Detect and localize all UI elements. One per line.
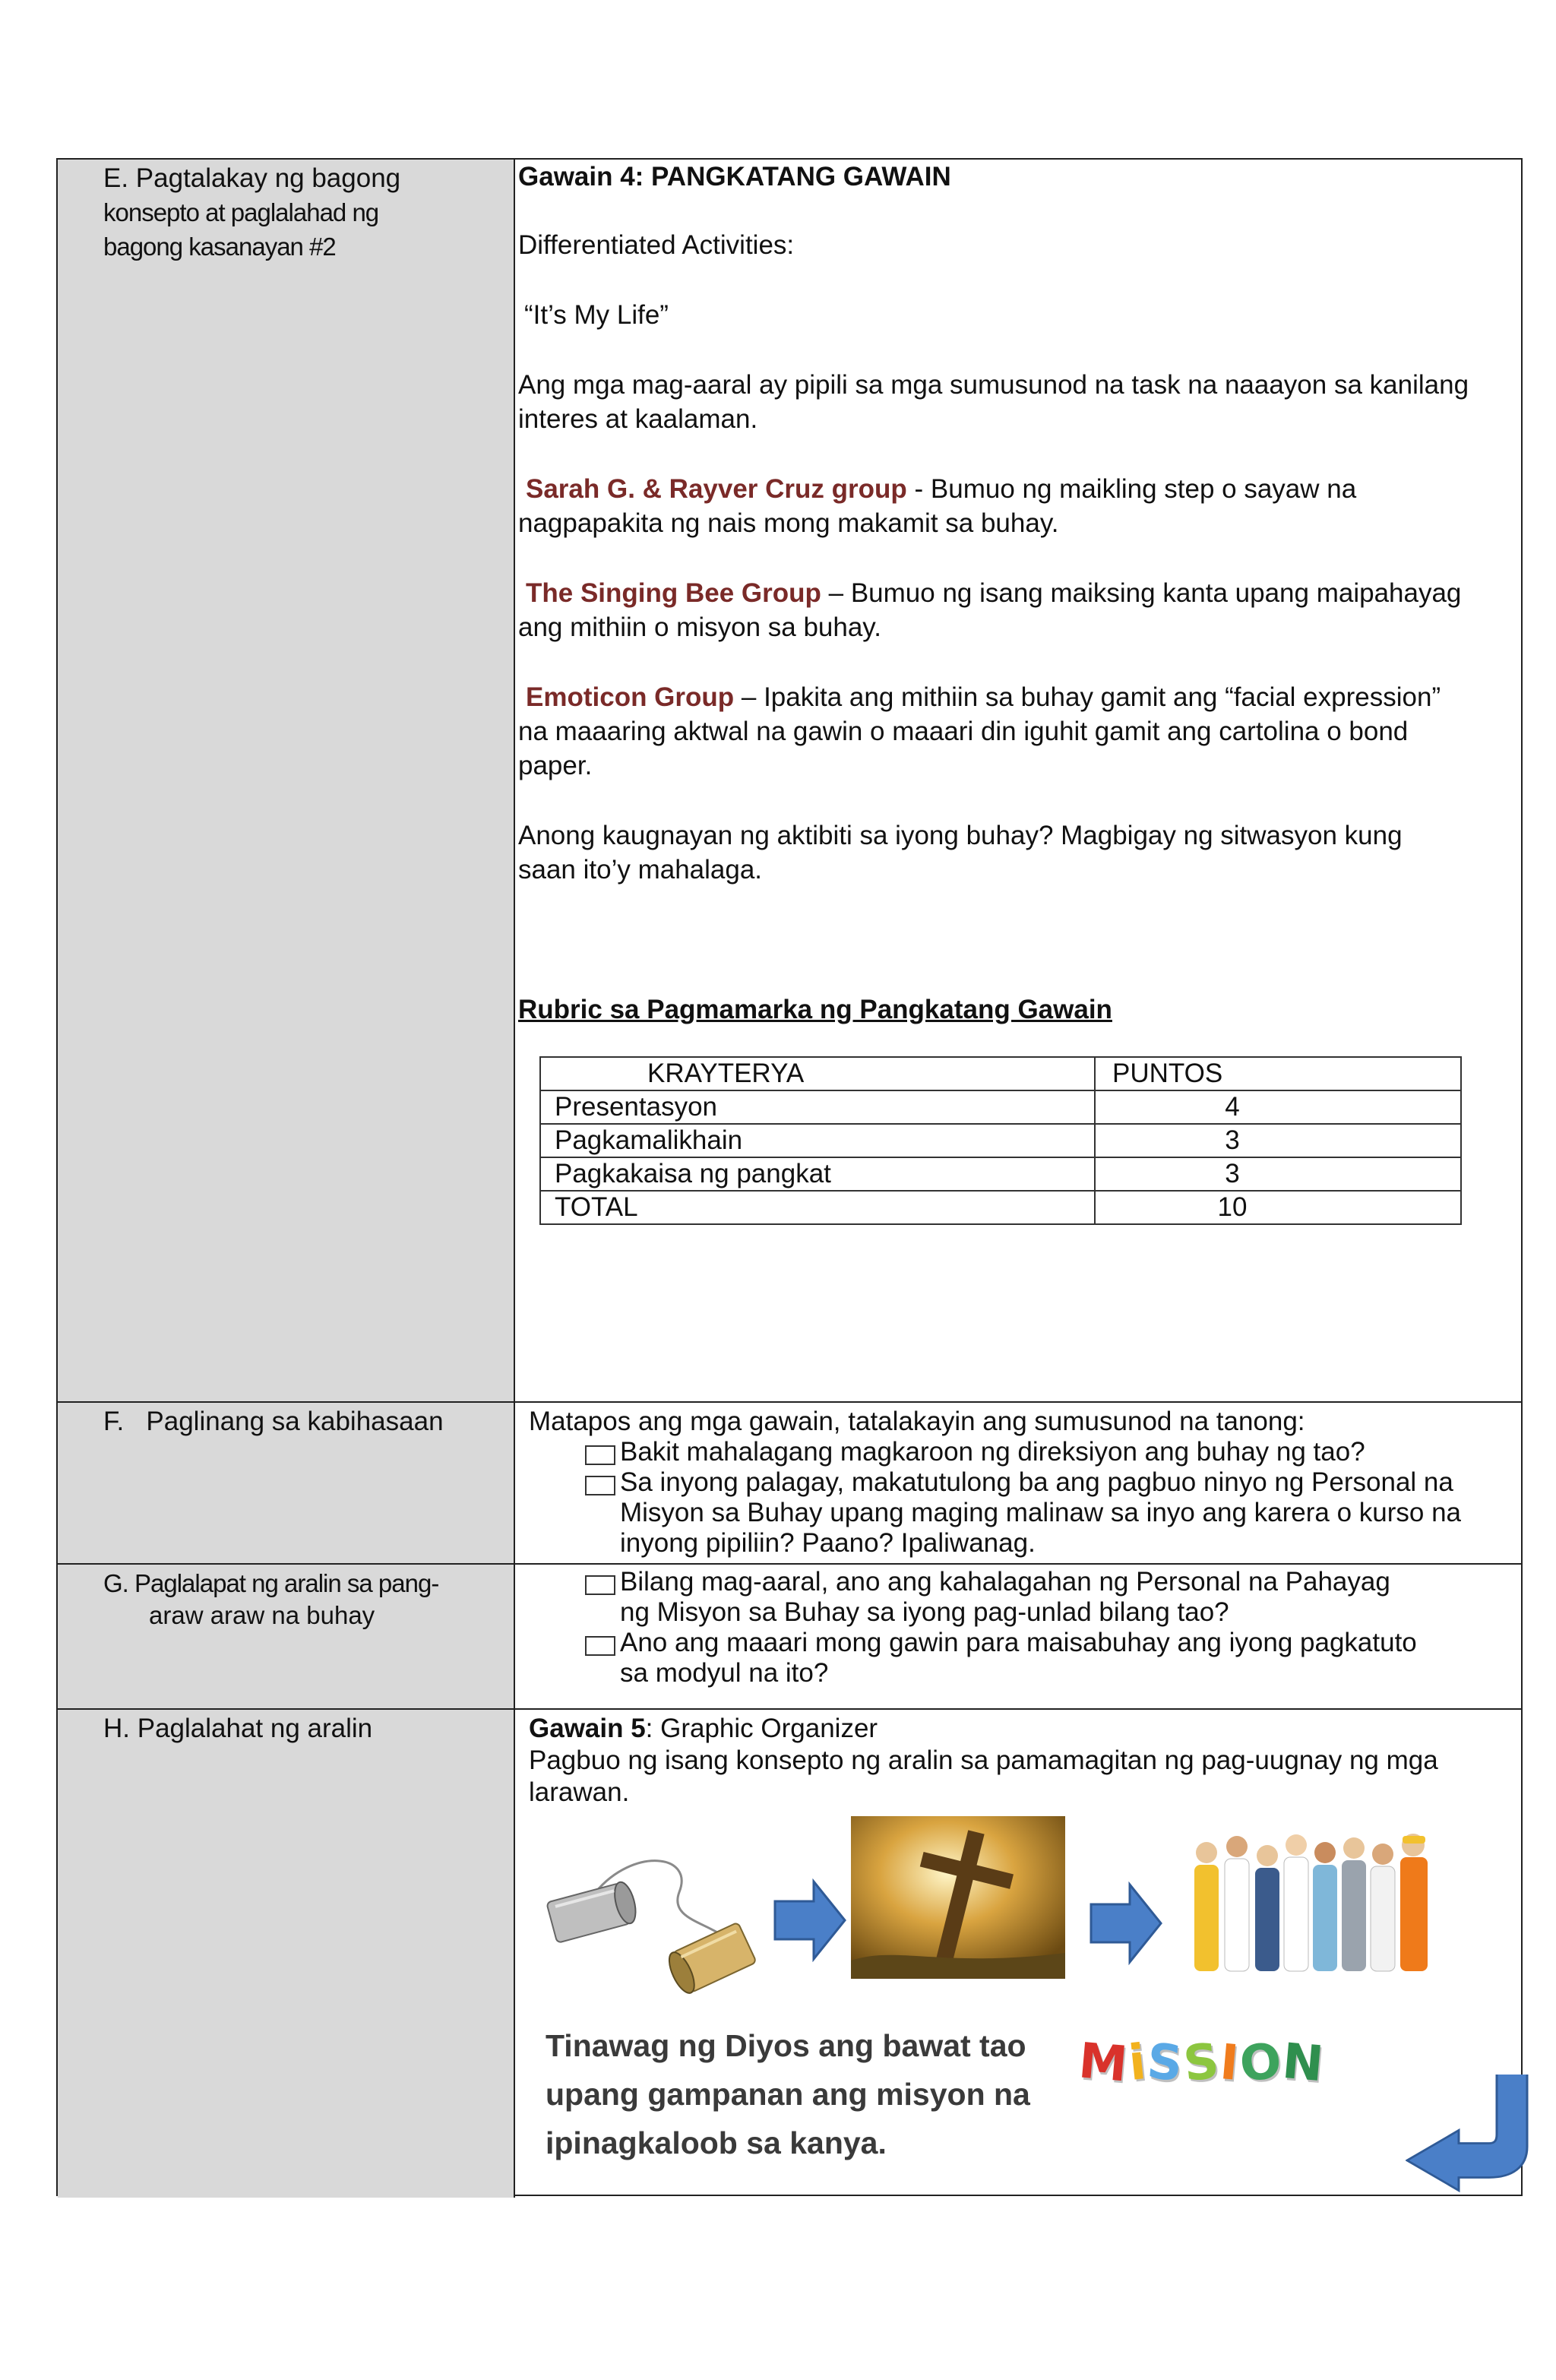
arrow-right-icon bbox=[1088, 1882, 1164, 1965]
arrow-right-icon bbox=[772, 1878, 848, 1962]
gawain-5-desc-line-1: Pagbuo ng isang konsepto ng aralin sa pamamagitan ng pag-uugnay ng mga bbox=[529, 1745, 1438, 1775]
row-g-label-line-1: G. Paglalapat ng aralin sa pang- bbox=[103, 1569, 439, 1597]
group-singing-bee-line-2: ang mithiin o misyon sa buhay. bbox=[518, 612, 881, 642]
question-g1-line-2: ng Misyon sa Buhay sa iyong pag-unlad bilang tao? bbox=[620, 1597, 1229, 1627]
mission-letter: I bbox=[1217, 2034, 1241, 2092]
group-emoticon-line-3: paper. bbox=[518, 751, 593, 780]
question-f1: Bakit mahalagang magkaroon ng direksiyon ang buhay ng tao? bbox=[620, 1437, 1365, 1467]
rubric-criteria: Pagkakaisa ng pangkat bbox=[540, 1157, 1095, 1191]
row-f-label-cell bbox=[58, 1403, 515, 1563]
caption-line-2: upang gampanan ang misyon na bbox=[546, 2077, 1030, 2112]
row-f-label: F. Paglinang sa kabihasaan bbox=[103, 1407, 444, 1436]
curved-arrow-icon bbox=[1406, 2075, 1550, 2219]
rubric-criteria: Pagkamalikhain bbox=[540, 1124, 1095, 1157]
rubric-title: Rubric sa Pagmamarka ng Pangkatang Gawain bbox=[518, 995, 1112, 1024]
group-sarah-line-2: nagpapakita ng nais mong makamit sa buhay. bbox=[518, 508, 1059, 538]
row-e-label-line-3: bagong kasanayan #2 bbox=[103, 233, 336, 261]
row-f-content-cell bbox=[515, 1403, 1521, 1563]
gawain-5-rest: : Graphic Organizer bbox=[645, 1714, 878, 1743]
activity-quote: “It’s My Life” bbox=[524, 300, 669, 330]
question-g2-line-2: sa modyul na ito? bbox=[620, 1658, 829, 1688]
mission-letter: O bbox=[1236, 2033, 1284, 2094]
row-h-label: H. Paglalahat ng aralin bbox=[103, 1714, 373, 1743]
group-emoticon-desc: – Ipakita ang mithiin sa buhay gamit ang “facial expression” bbox=[734, 682, 1441, 712]
row-h-content-cell bbox=[515, 1710, 1521, 2198]
caption-line-3: ipinagkaloob sa kanya. bbox=[546, 2125, 887, 2160]
row-e-label-line-1: E. Pagtalakay ng bagong bbox=[103, 163, 401, 193]
rubric-row bbox=[540, 1124, 1461, 1157]
question-f2-line-2: Misyon sa Buhay upang maging malinaw sa inyo ang karera o kurso na bbox=[620, 1498, 1462, 1527]
checkbox-icon bbox=[585, 1636, 615, 1656]
intro-line-2: interes at kaalaman. bbox=[518, 404, 758, 434]
group-sarah-name: Sarah G. & Rayver Cruz group bbox=[526, 474, 907, 504]
mission-word-art bbox=[1076, 2021, 1326, 2094]
rubric-points: 3 bbox=[1095, 1124, 1461, 1157]
question-line-1: Anong kaugnayan ng aktibiti sa iyong buhay? Magbigay ng sitwasyon kung bbox=[518, 821, 1403, 850]
gawain-5-title bbox=[529, 1711, 878, 1745]
question-line-2: saan ito’y mahalaga. bbox=[518, 855, 763, 885]
rubric-header-criteria: KRAYTERYA bbox=[540, 1057, 1095, 1090]
group-emoticon-line-1 bbox=[526, 680, 1441, 714]
group-singing-bee-desc: – Bumuo ng isang maiksing kanta upang maipahayag bbox=[821, 578, 1462, 608]
group-singing-bee-name: The Singing Bee Group bbox=[526, 578, 821, 608]
rubric-criteria: Presentasyon bbox=[540, 1090, 1095, 1124]
group-emoticon-line-2: na maaaring aktwal na gawin o maaari din iguhit gamit ang cartolina o bond bbox=[518, 717, 1409, 746]
row-e-label-line-2: konsepto at paglalahad ng bbox=[103, 198, 379, 226]
gawain-4-title: Gawain 4: PANGKATANG GAWAIN bbox=[518, 162, 951, 191]
gawain-5-label: Gawain 5 bbox=[529, 1714, 646, 1743]
question-f2-line-3: inyong pipiliin? Paano? Ipaliwanag. bbox=[620, 1528, 1036, 1558]
rubric-header-row bbox=[540, 1057, 1461, 1090]
row-g-label-cell bbox=[58, 1565, 515, 1708]
row-e-label-cell bbox=[58, 160, 515, 1401]
cross-image bbox=[851, 1816, 1065, 1979]
rubric-row bbox=[540, 1157, 1461, 1191]
question-g2-line-1: Ano ang maaari mong gawin para maisabuhay ang iyong pagkatuto bbox=[620, 1628, 1417, 1657]
checkbox-icon bbox=[585, 1476, 615, 1495]
tin-can-phone-image bbox=[542, 1839, 770, 1999]
rubric-points: 4 bbox=[1095, 1090, 1461, 1124]
gawain-5-desc-line-2: larawan. bbox=[529, 1777, 630, 1807]
group-sarah-desc: - Bumuo ng maikling step o sayaw na bbox=[906, 474, 1357, 504]
intro-line-1: Ang mga mag-aaral ay pipili sa mga sumusunod na task na naaayon sa kanilang bbox=[518, 370, 1469, 400]
checkbox-icon bbox=[585, 1445, 615, 1465]
rubric-points: 3 bbox=[1095, 1157, 1461, 1191]
mission-letter: i bbox=[1125, 2034, 1149, 2092]
rubric-criteria: TOTAL bbox=[540, 1191, 1095, 1224]
discussion-intro: Matapos ang mga gawain, tatalakayin ang sumusunod na tanong: bbox=[529, 1407, 1305, 1436]
professions-group-image bbox=[1184, 1822, 1442, 1974]
row-h-label-cell bbox=[58, 1710, 515, 2198]
mission-letter: S bbox=[1144, 2033, 1184, 2093]
mission-letter: N bbox=[1279, 2033, 1326, 2094]
row-g bbox=[58, 1565, 1521, 1710]
row-h bbox=[58, 1710, 1521, 2198]
question-g1-line-1: Bilang mag-aaral, ano ang kahalagahan ng Personal na Pahayag bbox=[620, 1567, 1390, 1597]
row-g-label-line-2: araw araw na buhay bbox=[149, 1601, 375, 1629]
differentiated-activities: Differentiated Activities: bbox=[518, 230, 795, 260]
row-f bbox=[58, 1403, 1521, 1565]
caption-line-1: Tinawag ng Diyos ang bawat tao bbox=[546, 2028, 1026, 2063]
rubric-row bbox=[540, 1191, 1461, 1224]
group-emoticon-name: Emoticon Group bbox=[526, 682, 735, 712]
rubric-row bbox=[540, 1090, 1461, 1124]
rubric-table bbox=[539, 1056, 1462, 1225]
group-singing-bee-line-1 bbox=[526, 576, 1461, 610]
checkbox-icon bbox=[585, 1575, 615, 1595]
group-sarah-line-1 bbox=[526, 472, 1356, 506]
rubric-points: 10 bbox=[1095, 1191, 1461, 1224]
row-g-content-cell bbox=[515, 1565, 1521, 1708]
rubric-header-points: PUNTOS bbox=[1095, 1057, 1461, 1090]
question-f2-line-1: Sa inyong palagay, makatutulong ba ang pagbuo ninyo ng Personal na bbox=[620, 1467, 1453, 1497]
mission-letter: S bbox=[1180, 2033, 1222, 2094]
mission-letter: M bbox=[1076, 2033, 1130, 2094]
